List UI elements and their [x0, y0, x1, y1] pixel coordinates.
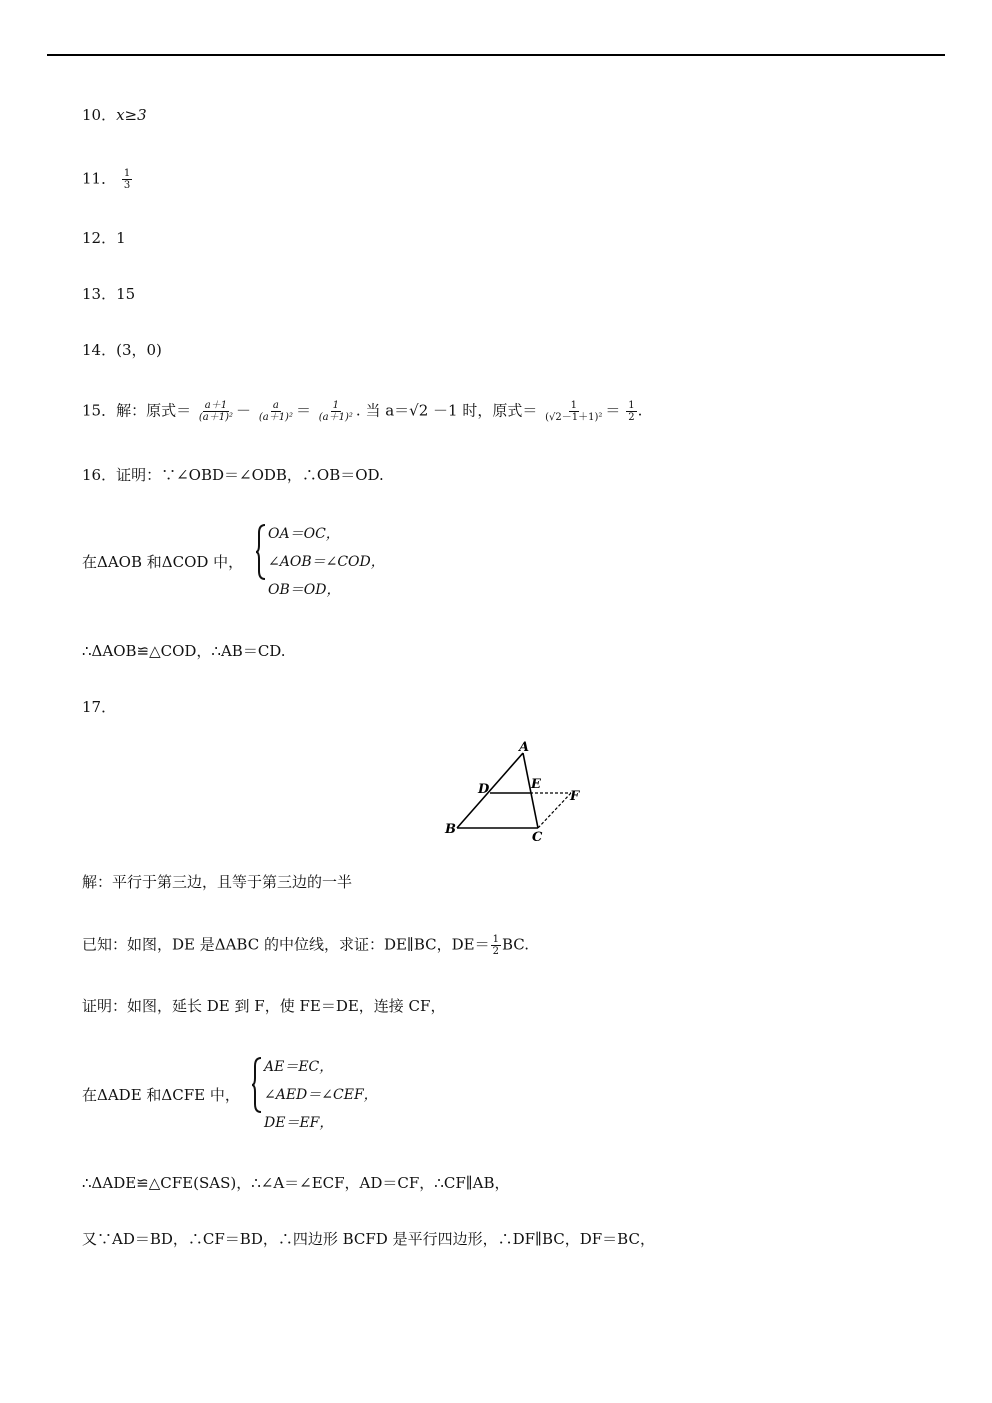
- answer-value: 15: [116, 285, 136, 303]
- item-number: 13．: [82, 285, 117, 303]
- system-row: OB＝OD，: [268, 582, 341, 598]
- item-number: 14．: [82, 341, 117, 359]
- answer-expression: x≥3: [116, 106, 147, 124]
- answer-16-conclusion: ∴ΔAOB≌△COD，∴AB＝CD.: [82, 642, 286, 660]
- segment-cf: [538, 793, 571, 828]
- answer-13: [82, 284, 135, 304]
- system-row: DE＝EF，: [264, 1115, 334, 1131]
- header-rule: [47, 54, 945, 56]
- system-row: AE＝EC，: [264, 1059, 334, 1075]
- label-a: A: [519, 740, 530, 755]
- fraction: $\frac{1}{\text{(√2－1＋1)²}}$: [545, 400, 603, 423]
- item-number: 10．: [82, 106, 117, 124]
- answer-17-conclusion-2: 又∵AD＝BD，∴CF＝BD，∴四边形 BCFD 是平行四边形，∴DF∥BC，DF＝BC，: [82, 1230, 655, 1248]
- answer-15: 15．解：原式＝ $\frac{a+1}{\text{(a＋1)²}}$ － $\frac{a}{\text{(a＋1)²}}$ ＝ $\frac{1}{\text{(a＋1)²}}$ . 当 a＝√2 －1 时，原式＝ $\frac{1}{\text{(√2－1＋1)²}}$ ＝ $\frac{1}{2}$ .: [82, 400, 643, 423]
- label-d: D: [478, 782, 490, 797]
- answer-11: [82, 168, 133, 191]
- fraction: $\frac{1}{2}$: [492, 934, 499, 957]
- item-number: 15．: [82, 401, 117, 420]
- answer-16-system-lead: 在ΔAOB 和ΔCOD 中，: [82, 553, 244, 571]
- fraction: $\frac{1}{2}$: [628, 400, 635, 423]
- label-b: B: [445, 822, 456, 837]
- answer-12: [82, 228, 126, 248]
- answer-17-given: 已知：如图，DE 是ΔABC 的中位线，求证：DE∥BC，DE＝ $\frac{1}{2}$ BC.: [82, 934, 530, 957]
- label-e: E: [531, 777, 541, 792]
- equation-system: [251, 1056, 451, 1131]
- answer-17-statement: 解：平行于第三边，且等于第三边的一半: [82, 873, 353, 891]
- label-f: F: [570, 789, 580, 804]
- left-brace-icon: [255, 523, 267, 581]
- fraction: $\frac{a+1}{\text{(a＋1)²}}$: [198, 400, 234, 423]
- system-row: ∠AED＝∠CEF，: [264, 1087, 378, 1103]
- answer-17-proof-start: 证明：如图，延长 DE 到 F，使 FE＝DE，连接 CF，: [82, 997, 446, 1015]
- item-number: 11．: [82, 169, 117, 188]
- answer-14: [82, 340, 162, 360]
- answer-value: (3，0): [116, 341, 162, 359]
- answer-17-conclusion-1: ∴ΔADE≌△CFE(SAS)，∴∠A＝∠ECF，AD＝CF，∴CF∥AB，: [82, 1174, 510, 1192]
- left-brace-icon: [251, 1056, 263, 1114]
- equation-system: [255, 523, 455, 598]
- triangle-midline-figure: [440, 740, 590, 845]
- fraction: $\frac{1}{3}$: [123, 168, 131, 191]
- answer-17-system-lead: 在ΔADE 和ΔCFE 中，: [82, 1086, 240, 1104]
- answer-10: [82, 105, 147, 125]
- item-number: 12．: [82, 229, 117, 247]
- answer-value: 1: [116, 229, 126, 247]
- system-row: ∠AOB＝∠COD，: [268, 554, 385, 570]
- system-row: OA＝OC，: [268, 526, 340, 542]
- fraction: $\frac{a}{\text{(a＋1)²}}$: [258, 400, 293, 423]
- label-c: C: [532, 830, 543, 845]
- answer-17-number: 17．: [82, 698, 117, 716]
- segment-ab: [457, 753, 523, 828]
- fraction: $\frac{1}{\text{(a＋1)²}}$: [318, 400, 353, 423]
- answer-16-intro: 16．证明：∵∠OBD＝∠ODB，∴OB＝OD.: [82, 466, 384, 484]
